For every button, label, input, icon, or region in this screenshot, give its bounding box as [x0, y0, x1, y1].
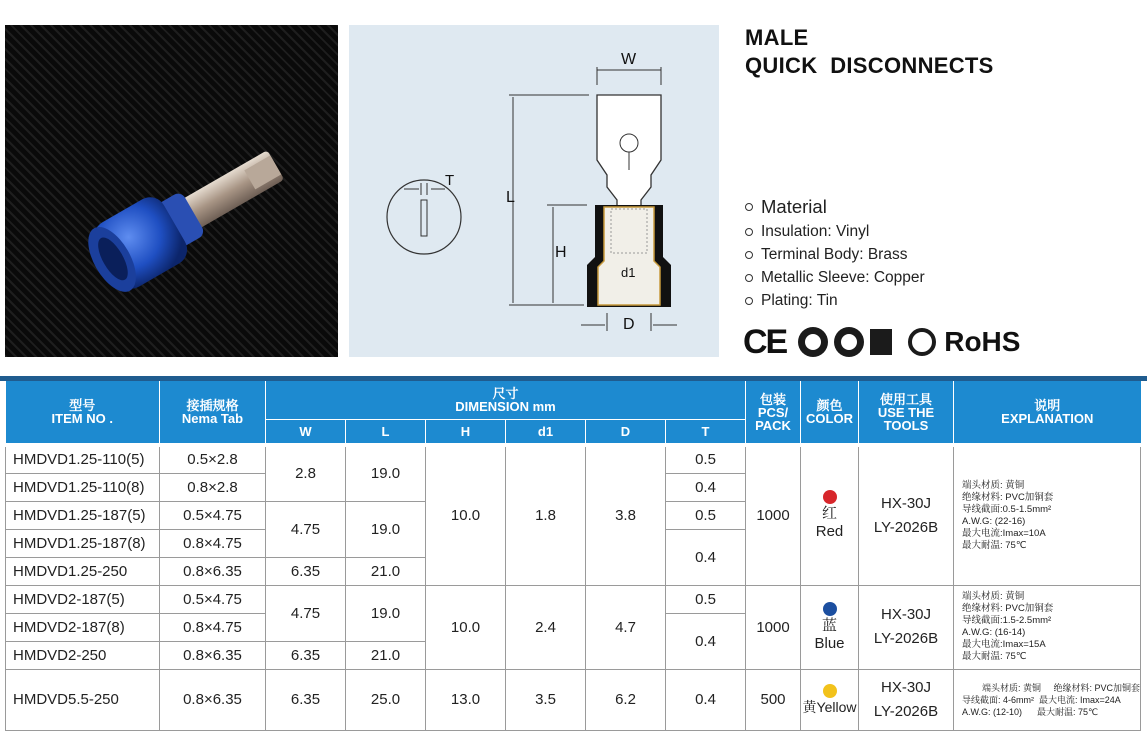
- nema-tab-cell: 0.8×4.75: [160, 529, 266, 557]
- item-no-cell: HMDVD2-250: [6, 641, 160, 669]
- tools-cell: HX-30J LY-2026B: [859, 445, 954, 585]
- color-en-label: Yellow: [816, 698, 857, 715]
- item-no-cell: HMDVD1.25-187(5): [6, 501, 160, 529]
- ce-mark-icon: CE: [743, 322, 787, 361]
- dim-d1-label: d1: [621, 265, 636, 280]
- t-cell: 0.4: [666, 529, 746, 585]
- nema-tab-cell: 0.8×6.35: [160, 669, 266, 730]
- l-cell: 21.0: [346, 557, 426, 585]
- w-cell: 4.75: [266, 501, 346, 557]
- dim-t-label: T: [445, 172, 455, 189]
- certification-logos: [743, 324, 1020, 360]
- table-row: [6, 669, 1141, 730]
- t-cell: 0.5: [666, 585, 746, 613]
- header-tools: 使用工具 USE THE TOOLS: [859, 381, 954, 445]
- item-no-cell: HMDVD2-187(8): [6, 613, 160, 641]
- terminal-illustration: [5, 25, 338, 357]
- t-cell: 0.4: [666, 613, 746, 669]
- h-cell: 10.0: [426, 585, 506, 669]
- quality-seal-icon: [798, 327, 828, 357]
- d1-cell: 3.5: [506, 669, 586, 730]
- product-spec-table: [5, 381, 1141, 731]
- table-row: [6, 445, 1141, 473]
- spec-terminal-body: Terminal Body: Brass: [743, 243, 925, 266]
- dim-h-label: H: [555, 244, 567, 261]
- tools-cell: HX-30J LY-2026B: [859, 585, 954, 669]
- bullet-icon: [745, 297, 753, 305]
- l-cell: 19.0: [346, 501, 426, 557]
- dim-w-label: W: [621, 51, 637, 68]
- color-cn-label: 黄: [802, 698, 817, 715]
- t-cell: 0.4: [666, 473, 746, 501]
- nema-tab-cell: 0.8×4.75: [160, 613, 266, 641]
- w-cell: 6.35: [266, 557, 346, 585]
- table-row: [6, 585, 1141, 613]
- rohs-mark: RoHS: [944, 326, 1021, 357]
- explanation-cell: 端头材质: 黄铜 绝缘材料: PVC加铜套 导线截面:1.5-2.5mm² A.W.G: (16-14) 最大电流:Imax=15A 最大耐温: 75℃: [954, 585, 1141, 669]
- color-en-label: Blue: [814, 634, 845, 652]
- pack-cell: 1000: [746, 445, 801, 585]
- item-no-cell: HMDVD1.25-110(5): [6, 445, 160, 473]
- nema-tab-cell: 0.5×2.8: [160, 445, 266, 473]
- blue-color-dot: [823, 602, 837, 616]
- nema-tab-cell: 0.8×6.35: [160, 641, 266, 669]
- d-cell: 4.7: [586, 585, 666, 669]
- w-cell: 6.35: [266, 669, 346, 730]
- pack-cell: 1000: [746, 585, 801, 669]
- l-cell: 19.0: [346, 445, 426, 501]
- header-h: H: [426, 419, 506, 445]
- spec-material: Material: [743, 194, 925, 220]
- item-no-cell: HMDVD1.25-250: [6, 557, 160, 585]
- w-cell: 4.75: [266, 585, 346, 641]
- header-dimension: 尺寸 DIMENSION mm: [266, 381, 746, 419]
- color-cn-label: 蓝: [821, 616, 837, 634]
- red-color-dot: [823, 490, 837, 504]
- header-d: D: [586, 419, 666, 445]
- color-cell: [801, 669, 859, 730]
- t-cell: 0.4: [666, 669, 746, 730]
- header-pack: 包装 PCS/ PACK: [746, 381, 801, 445]
- title-line-1: MALE: [745, 25, 809, 50]
- header-explanation: 说明 EXPLANATION: [954, 381, 1141, 445]
- bullet-icon: [745, 251, 753, 259]
- nema-tab-cell: 0.8×2.8: [160, 473, 266, 501]
- header-l: L: [346, 419, 426, 445]
- material-specs: [743, 194, 925, 312]
- header-color: 颜色 COLOR: [801, 381, 859, 445]
- header-t: T: [666, 419, 746, 445]
- color-en-label: Red: [815, 523, 844, 541]
- certification-seal-icon: [834, 327, 864, 357]
- bullet-icon: [745, 274, 753, 282]
- tools-cell: HX-30J LY-2026B: [859, 669, 954, 730]
- header-item-no: 型号 ITEM NO .: [6, 381, 160, 445]
- item-no-cell: HMDVD1.25-110(8): [6, 473, 160, 501]
- header-d1: d1: [506, 419, 586, 445]
- thickness-detail-circle: [387, 180, 461, 254]
- spec-insulation: Insulation: Vinyl: [743, 220, 925, 243]
- item-no-cell: HMDVD2-187(5): [6, 585, 160, 613]
- header-nema-tab: 接插规格 Nema Tab: [160, 381, 266, 445]
- nema-tab-cell: 0.8×6.35: [160, 557, 266, 585]
- product-photo: [5, 25, 338, 357]
- d1-cell: 2.4: [506, 585, 586, 669]
- dimension-drawing: [349, 25, 719, 357]
- l-cell: 25.0: [346, 669, 426, 730]
- t-cell: 0.5: [666, 501, 746, 529]
- h-cell: 10.0: [426, 445, 506, 585]
- bullet-icon: [745, 228, 753, 236]
- d1-cell: 1.8: [506, 445, 586, 585]
- d-cell: 3.8: [586, 445, 666, 585]
- w-cell: 6.35: [266, 641, 346, 669]
- color-cell: [801, 445, 859, 585]
- item-no-cell: HMDVD1.25-187(8): [6, 529, 160, 557]
- pack-cell: 500: [746, 669, 801, 730]
- yellow-color-dot: [823, 684, 837, 698]
- bullet-icon: [745, 203, 753, 211]
- color-cn-label: 红: [821, 505, 837, 523]
- dim-l-label: L: [506, 189, 515, 206]
- color-cell: [801, 585, 859, 669]
- sgs-mark-icon: [908, 328, 936, 356]
- h-cell: 13.0: [426, 669, 506, 730]
- l-cell: 19.0: [346, 585, 426, 641]
- spec-metallic-sleeve: Metallic Sleeve: Copper: [743, 266, 925, 289]
- nema-tab-cell: 0.5×4.75: [160, 585, 266, 613]
- spec-plating: Plating: Tin: [743, 289, 925, 312]
- header-w: W: [266, 419, 346, 445]
- ul-mark-icon: [870, 329, 892, 355]
- title-line-2: QUICK DISCONNECTS: [745, 53, 994, 78]
- explanation-cell: 端头材质: 黄铜 绝缘材料: PVC加铜套 导线截面:0.5-1.5mm² A.W.G: (22-16) 最大电流:Imax=10A 最大耐温: 75℃: [954, 445, 1141, 585]
- w-cell: 2.8: [266, 445, 346, 501]
- product-title: [745, 24, 994, 80]
- item-no-cell: HMDVD5.5-250: [6, 669, 160, 730]
- explanation-cell: 端头材质: 黄铜 绝缘材料: PVC加铜套 导线截面: 4-6mm² 最大电流: Imax=24A A.W.G: (12-10) 最大耐温: 75℃: [954, 669, 1141, 730]
- d-cell: 6.2: [586, 669, 666, 730]
- nema-tab-cell: 0.5×4.75: [160, 501, 266, 529]
- l-cell: 21.0: [346, 641, 426, 669]
- dim-d-label: D: [623, 316, 635, 333]
- t-cell: 0.5: [666, 445, 746, 473]
